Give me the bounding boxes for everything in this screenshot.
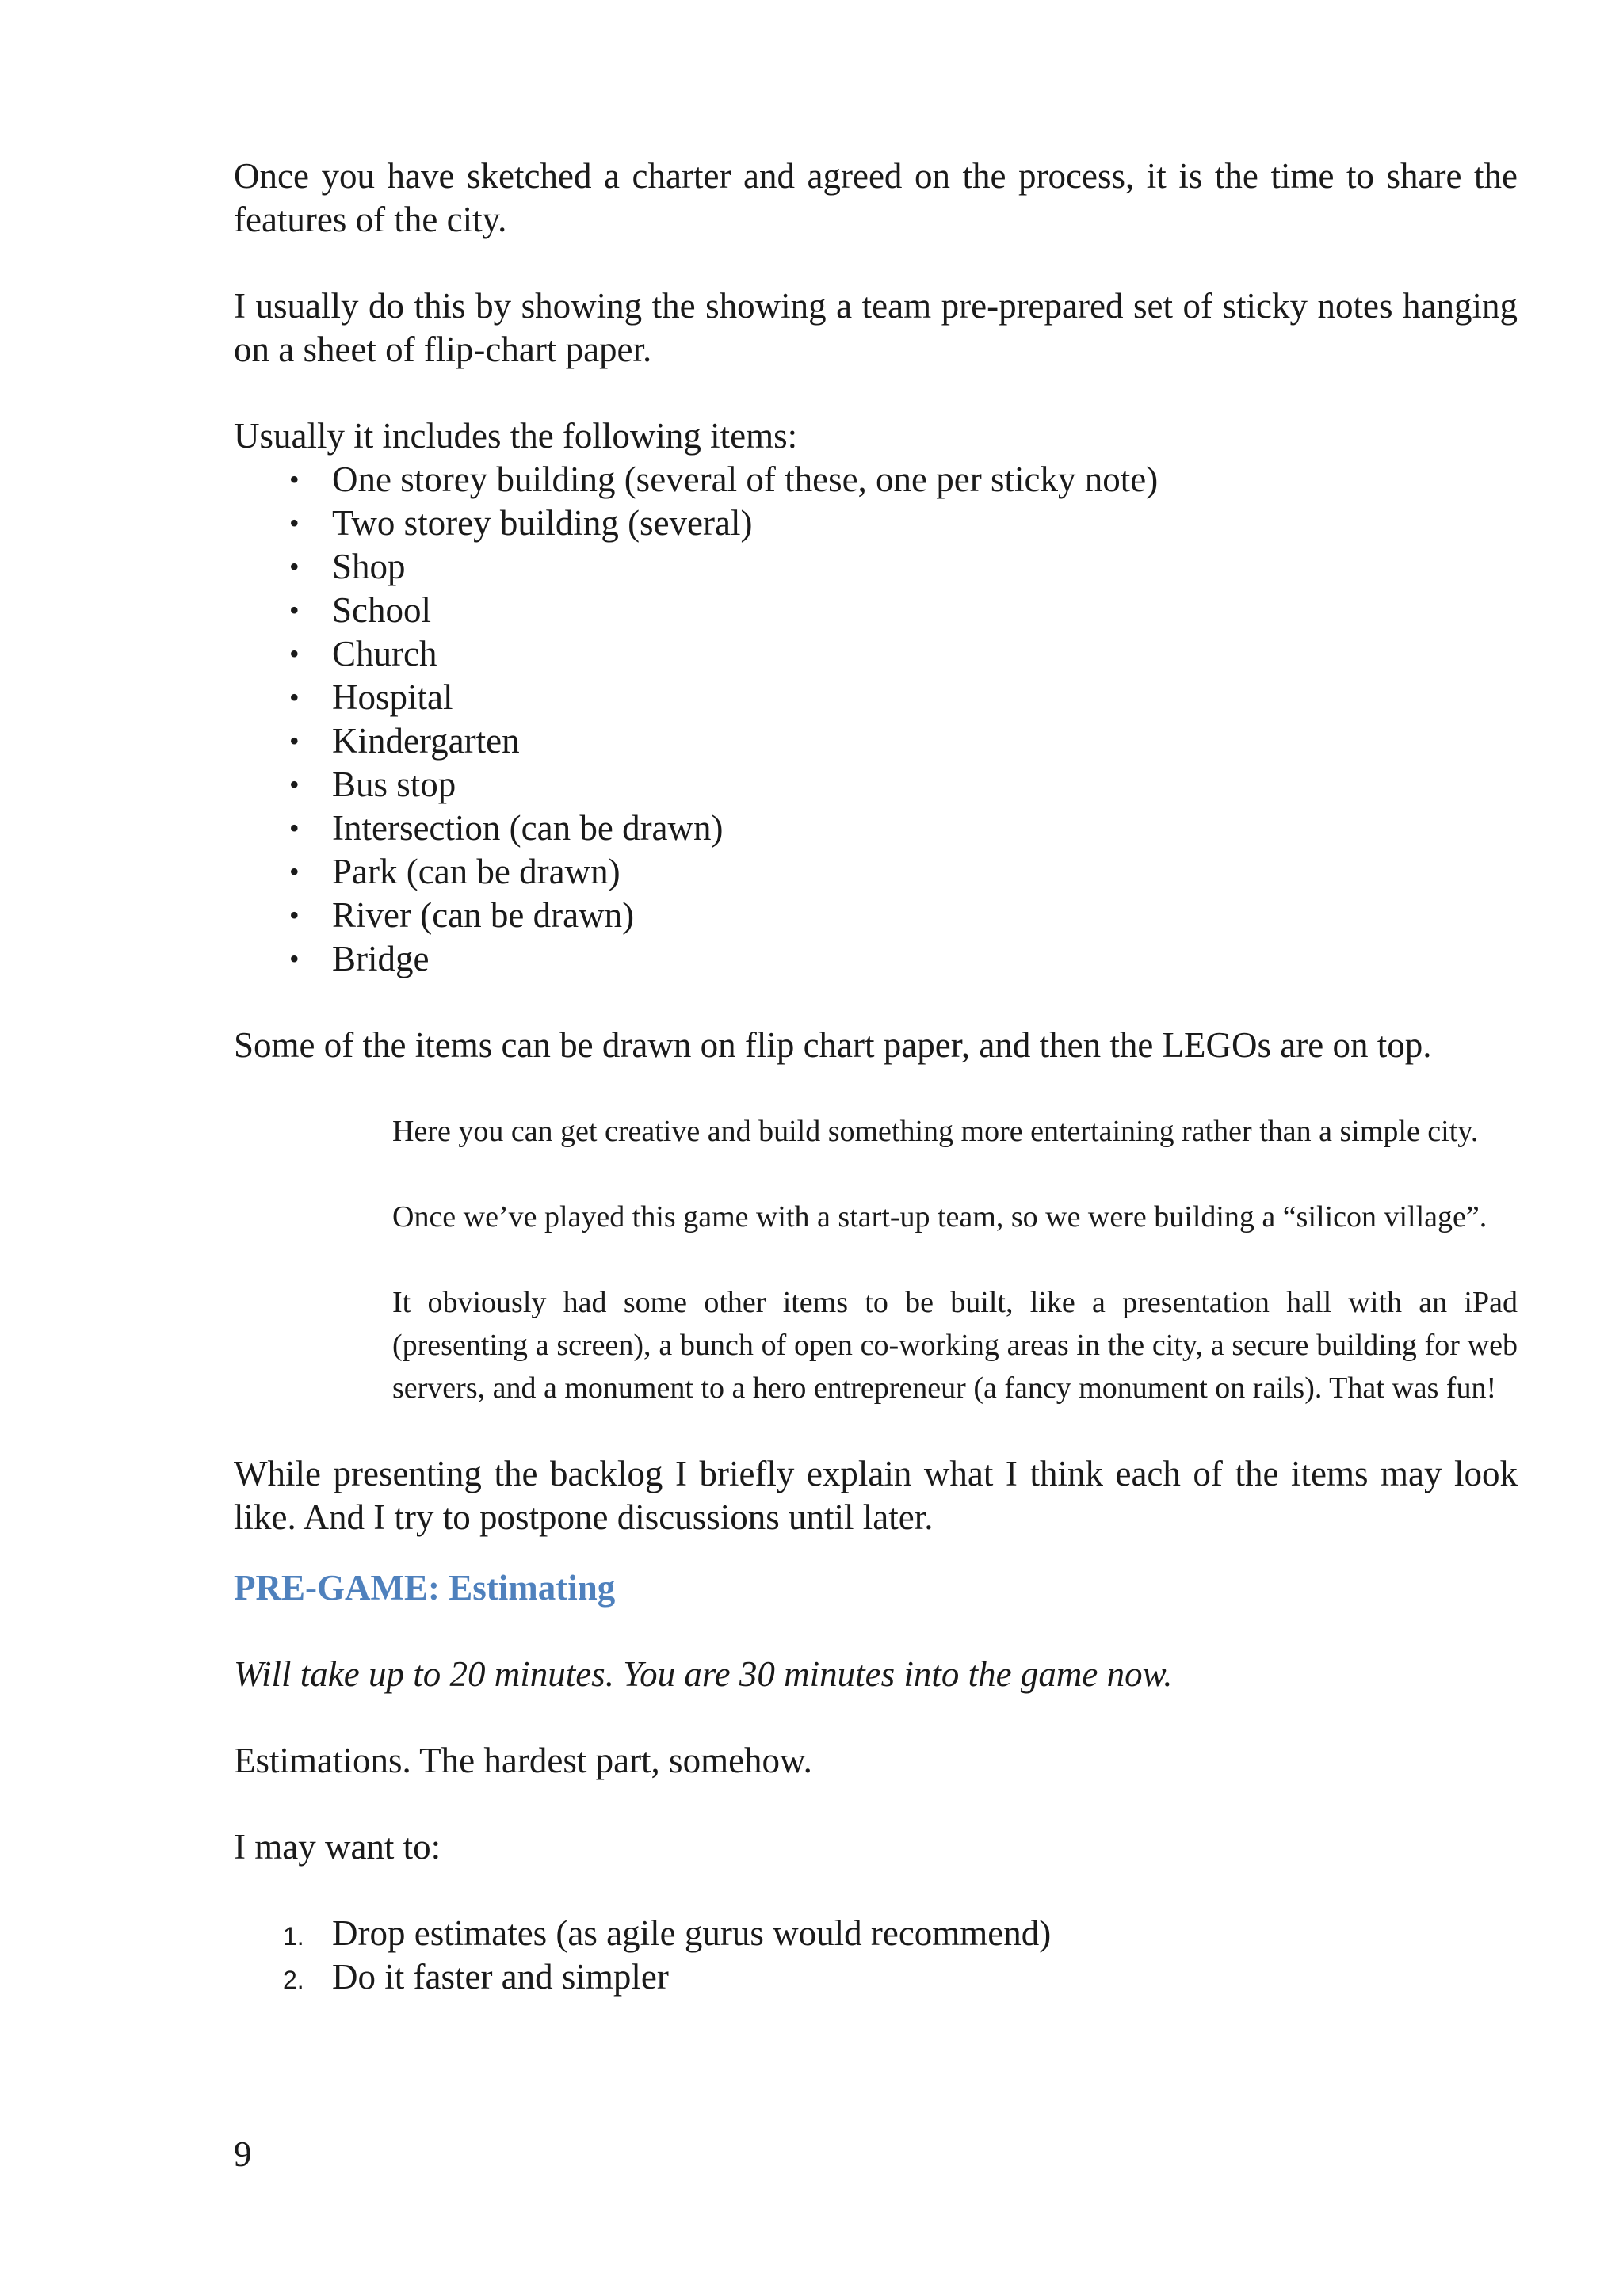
paragraph-items-intro: Usually it includes the following items: bbox=[234, 416, 798, 456]
bullet-icon: • bbox=[289, 943, 300, 974]
list-number: 1. bbox=[283, 1922, 304, 1951]
bullet-icon: • bbox=[289, 899, 300, 931]
quote-paragraph: It obviously had some other items to be built, like a presentation hall with an iPad (presenting a screen), a bunch of open co-working areas in the city, a secure building for web servers, and a monument to a hero entrepreneur (a fancy monument on rails). That was fun! bbox=[392, 1286, 1518, 1405]
paragraph-flip-chart: Some of the items can be drawn on flip chart paper, and then the LEGOs are on top. bbox=[234, 1025, 1432, 1065]
document-page bbox=[234, 154, 1518, 1999]
bullet-icon: • bbox=[289, 856, 300, 887]
list-item: • Church bbox=[234, 632, 1518, 676]
bullet-icon: • bbox=[289, 725, 300, 757]
quote-paragraph: Here you can get creative and build something more entertaining rather than a simple city. bbox=[392, 1115, 1479, 1148]
list-item: • Kindergarten bbox=[234, 719, 1518, 763]
list-number: 2. bbox=[283, 1966, 304, 1994]
paragraph-backlog: While presenting the backlog I briefly explain what I think each of the items may look like. And I try to postpone discussions until later. bbox=[234, 1454, 1518, 1537]
bullet-icon: • bbox=[289, 507, 300, 539]
feature-list bbox=[234, 458, 1518, 981]
bullet-icon: • bbox=[289, 638, 300, 669]
list-item: • River (can be drawn) bbox=[234, 894, 1518, 937]
bullet-icon: • bbox=[289, 551, 300, 582]
bullet-icon: • bbox=[289, 463, 300, 495]
paragraph-charter: Once you have sketched a charter and agreed on the process, it is the time to share the features of the city. bbox=[234, 156, 1518, 239]
list-item: • Bus stop bbox=[234, 763, 1518, 807]
bullet-icon: • bbox=[289, 769, 300, 800]
list-item: 1. Drop estimates (as agile gurus would recommend) bbox=[234, 1912, 1518, 1955]
paragraph-estimations: Estimations. The hardest part, somehow. bbox=[234, 1741, 812, 1780]
list-item: • Hospital bbox=[234, 676, 1518, 719]
paragraph-sticky-notes: I usually do this by showing the showing a team pre-prepared set of sticky notes hanging on a sheet of flip-chart paper. bbox=[234, 286, 1518, 369]
timing-note: Will take up to 20 minutes. You are 30 minutes into the game now. bbox=[234, 1654, 1173, 1694]
list-item: • One storey building (several of these, one per sticky note) bbox=[234, 458, 1518, 502]
bullet-icon: • bbox=[289, 681, 300, 713]
list-item: • Two storey building (several) bbox=[234, 502, 1518, 545]
list-item: 2. Do it faster and simpler bbox=[234, 1955, 1518, 1999]
list-item: • School bbox=[234, 589, 1518, 632]
quote-paragraph: Once we’ve played this game with a start-up team, so we were building a “silicon village”. bbox=[392, 1200, 1487, 1234]
paragraph-may-want: I may want to: bbox=[234, 1827, 441, 1867]
section-heading: PRE-GAME: Estimating bbox=[234, 1568, 616, 1608]
indented-quote-block bbox=[392, 1110, 1518, 1409]
list-item: • Park (can be drawn) bbox=[234, 850, 1518, 894]
list-item: • Shop bbox=[234, 545, 1518, 589]
bullet-icon: • bbox=[289, 594, 300, 626]
list-item: • Intersection (can be drawn) bbox=[234, 807, 1518, 850]
bullet-icon: • bbox=[289, 812, 300, 844]
numbered-list bbox=[234, 1912, 1518, 1999]
list-item: • Bridge bbox=[234, 937, 1518, 981]
page-number: 9 bbox=[234, 2134, 252, 2174]
